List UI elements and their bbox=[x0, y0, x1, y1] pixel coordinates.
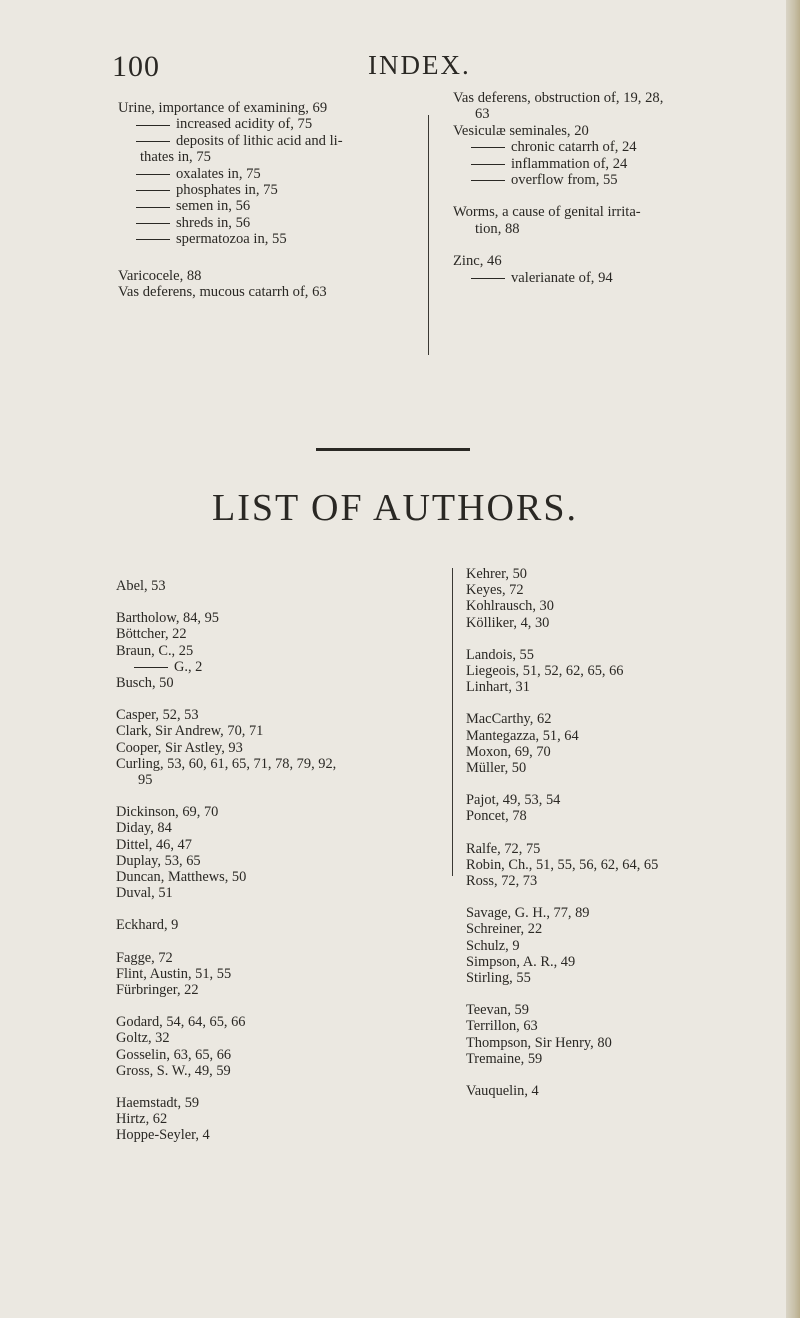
entry-text: Zinc, 46 bbox=[453, 253, 502, 270]
entry bbox=[466, 1035, 786, 1051]
entry bbox=[466, 1051, 786, 1067]
entry bbox=[116, 950, 426, 966]
ditto-dash bbox=[471, 147, 505, 148]
entry-text: Moxon, 69, 70 bbox=[466, 743, 551, 760]
entry-text: Worms, a cause of genital irrita- bbox=[453, 204, 641, 221]
ditto-dash bbox=[136, 174, 170, 175]
entry-text: Haemstadt, 59 bbox=[116, 1095, 200, 1112]
sub-entry bbox=[118, 166, 418, 182]
entry-text: Simpson, A. R., 49 bbox=[466, 953, 576, 970]
entry-gap bbox=[118, 248, 418, 268]
entry-text: Hoppe-Seyler, 4 bbox=[116, 1127, 210, 1144]
entry-text: tion, 88 bbox=[475, 220, 520, 237]
entry-text: inflammation of, 24 bbox=[511, 155, 628, 172]
entry bbox=[116, 917, 426, 933]
entry-text: Vauquelin, 4 bbox=[466, 1083, 539, 1100]
entry-text: 63 bbox=[475, 106, 490, 123]
entry bbox=[116, 837, 426, 853]
entry bbox=[466, 1083, 786, 1099]
sub-entry bbox=[118, 215, 418, 231]
entry-text: 95 bbox=[138, 772, 153, 789]
entry bbox=[116, 1095, 426, 1111]
ditto-dash bbox=[136, 239, 170, 240]
entry bbox=[453, 90, 773, 106]
sub-entry bbox=[453, 139, 773, 155]
entry-text: Tremaine, 59 bbox=[466, 1050, 543, 1067]
entry bbox=[466, 647, 786, 663]
entry bbox=[466, 598, 786, 614]
entry-text: Braun, C., 25 bbox=[116, 642, 194, 659]
authors-column-divider bbox=[452, 568, 453, 876]
entry-text: Savage, G. H., 77, 89 bbox=[466, 905, 590, 922]
entry-text: Hirtz, 62 bbox=[116, 1111, 168, 1128]
sub-entry bbox=[118, 182, 418, 198]
entry-text: Fürbringer, 22 bbox=[116, 982, 199, 999]
entry-text: Kohlrausch, 30 bbox=[466, 598, 554, 615]
entry bbox=[116, 982, 426, 998]
entry bbox=[116, 578, 426, 594]
entry-text: Kölliker, 4, 30 bbox=[466, 614, 550, 631]
entry-text: shreds in, 56 bbox=[176, 214, 251, 231]
entry bbox=[466, 744, 786, 760]
entry-text: Dickinson, 69, 70 bbox=[116, 804, 219, 821]
entry-text: valerianate of, 94 bbox=[511, 269, 613, 286]
entry-text: Vas deferens, mucous catarrh of, 63 bbox=[118, 284, 327, 301]
entry-text: Ralfe, 72, 75 bbox=[466, 840, 541, 857]
entry-text: Fagge, 72 bbox=[116, 949, 173, 966]
page-edge bbox=[786, 0, 800, 1318]
entry bbox=[466, 1018, 786, 1034]
entry-gap bbox=[466, 825, 786, 841]
entry-gap bbox=[116, 788, 426, 804]
entry bbox=[466, 954, 786, 970]
ditto-dash bbox=[134, 667, 168, 668]
entry bbox=[118, 284, 418, 300]
entry-text: Thompson, Sir Henry, 80 bbox=[466, 1034, 612, 1051]
page-header bbox=[0, 50, 790, 90]
entry bbox=[466, 873, 786, 889]
entry-text: Müller, 50 bbox=[466, 760, 527, 777]
entry-text: Böttcher, 22 bbox=[116, 626, 187, 643]
index-left-column bbox=[118, 100, 418, 300]
entry-text: increased acidity of, 75 bbox=[176, 116, 313, 133]
entry-text: Varicocele, 88 bbox=[118, 267, 202, 284]
sub-entry bbox=[453, 156, 773, 172]
entry bbox=[116, 1014, 426, 1030]
ditto-dash bbox=[136, 141, 170, 142]
entry-text: Diday, 84 bbox=[116, 820, 172, 837]
entry bbox=[466, 663, 786, 679]
entry-text: Pajot, 49, 53, 54 bbox=[466, 792, 561, 809]
entry-continuation bbox=[116, 772, 426, 788]
entry-text: phosphates in, 75 bbox=[176, 182, 278, 199]
entry bbox=[453, 253, 773, 269]
entry-text: chronic catarrh of, 24 bbox=[511, 139, 637, 156]
entry bbox=[116, 804, 426, 820]
ditto-dash bbox=[136, 207, 170, 208]
entry-text: Kehrer, 50 bbox=[466, 566, 527, 582]
entry bbox=[116, 643, 426, 659]
entry bbox=[466, 760, 786, 776]
entry-gap bbox=[116, 901, 426, 917]
entry bbox=[116, 675, 426, 691]
entry-text: Poncet, 78 bbox=[466, 808, 527, 825]
entry bbox=[466, 970, 786, 986]
entry bbox=[466, 566, 786, 582]
entry-text: Casper, 52, 53 bbox=[116, 707, 199, 724]
entry-text: Bartholow, 84, 95 bbox=[116, 610, 219, 627]
entry-text: Abel, 53 bbox=[116, 578, 166, 594]
entry-gap bbox=[466, 1067, 786, 1083]
entry bbox=[466, 1002, 786, 1018]
entry-text: Schreiner, 22 bbox=[466, 921, 543, 938]
entry-text: Curling, 53, 60, 61, 65, 71, 78, 79, 92, bbox=[116, 755, 337, 772]
entry bbox=[118, 100, 418, 116]
section-title: LIST OF AUTHORS. bbox=[212, 487, 578, 529]
entry-text: Landois, 55 bbox=[466, 646, 534, 663]
ditto-dash bbox=[136, 190, 170, 191]
page-number: 100 bbox=[112, 50, 160, 83]
entry bbox=[466, 841, 786, 857]
entry-text: G., 2 bbox=[174, 658, 203, 675]
entry-text: Liegeois, 51, 52, 62, 65, 66 bbox=[466, 663, 624, 680]
entry-text: Vesiculæ seminales, 20 bbox=[453, 122, 589, 139]
entry-text: Clark, Sir Andrew, 70, 71 bbox=[116, 723, 264, 740]
entry bbox=[116, 740, 426, 756]
entry bbox=[116, 756, 426, 772]
header-title: INDEX. bbox=[368, 50, 471, 80]
sub-entry bbox=[453, 172, 773, 188]
entry bbox=[453, 204, 773, 220]
entry-text: Busch, 50 bbox=[116, 675, 174, 692]
entry bbox=[118, 268, 418, 284]
sub-entry bbox=[118, 231, 418, 247]
entry-continuation bbox=[453, 106, 773, 122]
entry-text: Keyes, 72 bbox=[466, 582, 524, 599]
entry bbox=[116, 853, 426, 869]
entry-text: Godard, 54, 64, 65, 66 bbox=[116, 1014, 246, 1031]
entry-gap bbox=[116, 1079, 426, 1095]
entry bbox=[466, 857, 786, 873]
entry bbox=[116, 707, 426, 723]
entry bbox=[116, 1111, 426, 1127]
entry bbox=[466, 711, 786, 727]
entry-gap bbox=[116, 594, 426, 610]
entry-gap bbox=[466, 889, 786, 905]
entry-text: Ross, 72, 73 bbox=[466, 873, 538, 890]
entry-text: Linhart, 31 bbox=[466, 679, 530, 696]
entry-text: Schulz, 9 bbox=[466, 937, 520, 954]
index-column-divider bbox=[428, 115, 429, 355]
entry bbox=[116, 820, 426, 836]
entry bbox=[116, 1030, 426, 1046]
entry bbox=[466, 582, 786, 598]
entry-text: thates in, 75 bbox=[140, 149, 211, 166]
entry bbox=[453, 123, 773, 139]
entry-text: Duplay, 53, 65 bbox=[116, 852, 201, 869]
entry-text: Teevan, 59 bbox=[466, 1002, 529, 1019]
index-right-column bbox=[453, 90, 773, 286]
entry-text: Gosselin, 63, 65, 66 bbox=[116, 1046, 232, 1063]
entry bbox=[116, 869, 426, 885]
entry-continuation bbox=[453, 221, 773, 237]
entry-text: Terrillon, 63 bbox=[466, 1018, 538, 1035]
entry-text: deposits of lithic acid and li- bbox=[176, 132, 343, 149]
entry bbox=[116, 966, 426, 982]
entry bbox=[466, 615, 786, 631]
entry-text: Mantegazza, 51, 64 bbox=[466, 727, 579, 744]
entry-text: Gross, S. W., 49, 59 bbox=[116, 1062, 231, 1079]
ditto-dash bbox=[471, 164, 505, 165]
entry-text: Duncan, Matthews, 50 bbox=[116, 869, 247, 886]
sub-entry bbox=[118, 198, 418, 214]
entry-text: Urine, importance of examining, 69 bbox=[118, 100, 328, 116]
entry-text: overflow from, 55 bbox=[511, 172, 618, 189]
entry-text: semen in, 56 bbox=[176, 198, 251, 215]
entry bbox=[116, 723, 426, 739]
authors-right-column bbox=[466, 566, 786, 1099]
entry-text: Dittel, 46, 47 bbox=[116, 836, 192, 853]
ditto-dash bbox=[471, 278, 505, 279]
entry bbox=[116, 1047, 426, 1063]
sub-entry bbox=[118, 133, 418, 149]
entry-text: Stirling, 55 bbox=[466, 970, 531, 987]
entry-text: Vas deferens, obstruction of, 19, 28, bbox=[453, 90, 664, 106]
sub-entry bbox=[118, 116, 418, 132]
ditto-dash bbox=[471, 180, 505, 181]
entry bbox=[466, 792, 786, 808]
entry-text: Flint, Austin, 51, 55 bbox=[116, 965, 232, 982]
entry bbox=[466, 808, 786, 824]
entry-text: Cooper, Sir Astley, 93 bbox=[116, 739, 243, 756]
entry bbox=[466, 679, 786, 695]
ditto-dash bbox=[136, 125, 170, 126]
entry-gap bbox=[466, 695, 786, 711]
entry-gap bbox=[453, 237, 773, 253]
entry-text: Goltz, 32 bbox=[116, 1030, 170, 1047]
authors-left-column bbox=[116, 578, 426, 1144]
entry bbox=[466, 938, 786, 954]
entry bbox=[116, 885, 426, 901]
sub-entry bbox=[453, 270, 773, 286]
entry-text: Robin, Ch., 51, 55, 56, 62, 64, 65 bbox=[466, 856, 659, 873]
entry bbox=[116, 1127, 426, 1143]
sub-entry bbox=[116, 659, 426, 675]
entry bbox=[466, 905, 786, 921]
entry-gap bbox=[116, 998, 426, 1014]
entry-gap bbox=[466, 986, 786, 1002]
entry-gap bbox=[466, 776, 786, 792]
entry-text: MacCarthy, 62 bbox=[466, 711, 552, 728]
section-rule bbox=[316, 448, 470, 451]
entry bbox=[466, 728, 786, 744]
entry-text: Duval, 51 bbox=[116, 885, 173, 902]
entry-text: Eckhard, 9 bbox=[116, 917, 179, 934]
entry bbox=[466, 921, 786, 937]
ditto-dash bbox=[136, 223, 170, 224]
entry bbox=[116, 1063, 426, 1079]
entry bbox=[116, 626, 426, 642]
entry-gap bbox=[453, 188, 773, 204]
entry-gap bbox=[116, 934, 426, 950]
entry-continuation bbox=[118, 149, 418, 165]
entry-text: oxalates in, 75 bbox=[176, 165, 261, 182]
entry bbox=[116, 610, 426, 626]
entry-text: spermatozoa in, 55 bbox=[176, 231, 287, 248]
entry-gap bbox=[116, 691, 426, 707]
entry-gap bbox=[466, 631, 786, 647]
